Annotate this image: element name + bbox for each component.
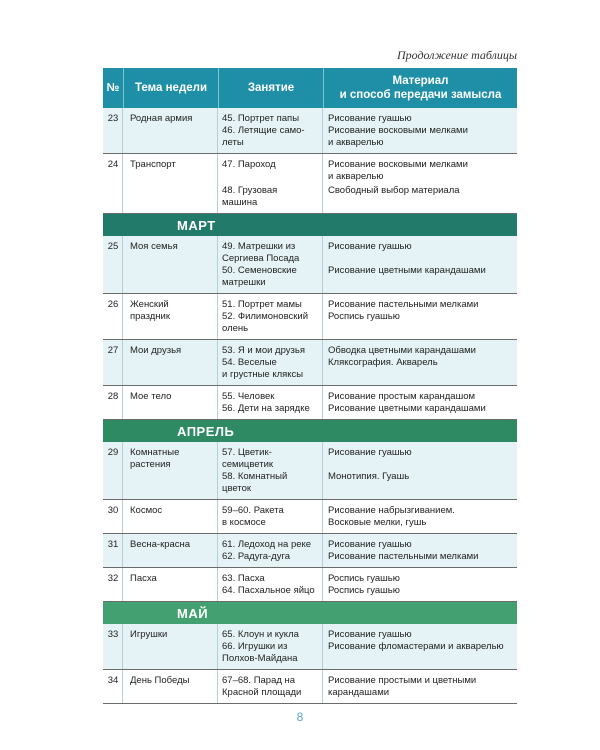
header-lesson: Занятие — [218, 68, 323, 108]
lesson-text: и грустные кляксы — [222, 369, 304, 380]
row-materials — [323, 624, 517, 669]
row-lessons — [218, 154, 323, 213]
theme-text: Комнатные — [130, 447, 180, 458]
table-row — [103, 568, 517, 602]
lesson-text: 57. Цветик- — [222, 447, 272, 458]
table-row — [103, 442, 517, 500]
material-text: Монотипия. Гуашь — [328, 471, 410, 482]
material-text: Рисование цветными карандашами — [328, 265, 486, 276]
table-row — [103, 624, 517, 670]
lesson-text: 64. Пасхальное яйцо — [222, 585, 315, 596]
lesson-text: 51. Портрет мамы — [222, 299, 302, 310]
lesson-text: 56. Дети на зарядке — [222, 403, 310, 414]
lesson-text: 67–68. Парад на — [222, 675, 296, 686]
material-text: Рисование фломастерами и акварелью — [328, 641, 504, 652]
row-theme: Транспорт — [123, 154, 218, 213]
header-num: № — [106, 81, 120, 94]
lesson-table — [103, 68, 517, 704]
row-lessons — [218, 624, 323, 669]
row-num: 30 — [103, 500, 123, 533]
table-row — [103, 670, 517, 704]
header-theme: Тема недели — [123, 68, 218, 108]
row-theme: Мое тело — [123, 386, 218, 419]
row-num: 34 — [103, 670, 123, 703]
lesson-text: 48. Грузовая — [222, 185, 278, 196]
material-text: карандашами — [328, 687, 390, 698]
header-material-line2: и способ передачи замысла — [339, 89, 502, 101]
header-material — [323, 68, 517, 108]
row-materials — [323, 294, 517, 339]
row-materials — [323, 386, 517, 419]
row-theme — [123, 294, 218, 339]
row-num: 25 — [103, 236, 123, 293]
row-lessons — [218, 670, 323, 703]
material-text: Рисование гуашью — [328, 241, 412, 252]
table-row — [103, 236, 517, 294]
material-text: Обводка цветными карандашами — [328, 345, 476, 356]
page-number: 8 — [296, 710, 304, 724]
row-lessons — [218, 568, 323, 601]
table-row — [103, 294, 517, 340]
material-text: Рисование пастельными мелками — [328, 299, 479, 310]
row-num: 29 — [103, 442, 123, 499]
material-text: Роспись гуашью — [328, 311, 400, 322]
material-text: Рисование гуашью — [328, 629, 412, 640]
table-row — [103, 154, 517, 214]
lesson-text: цветок — [222, 483, 252, 494]
material-text: Рисование цветными карандашами — [328, 403, 486, 414]
lesson-text: 50. Семеновские — [222, 265, 297, 276]
row-materials — [323, 154, 517, 213]
row-theme: Весна-красна — [123, 534, 218, 567]
row-materials — [323, 568, 517, 601]
table-row — [103, 340, 517, 386]
material-text: Роспись гуашью — [328, 585, 400, 596]
table-row — [103, 108, 517, 154]
lesson-text: Полхов-Майдана — [222, 653, 298, 664]
lesson-text: 58. Комнатный — [222, 471, 288, 482]
theme-text: Женский — [130, 299, 169, 310]
lesson-text: 45. Портрет папы — [222, 113, 300, 124]
row-materials — [323, 108, 517, 153]
month-band-may: МАЙ — [103, 602, 517, 624]
material-text: Рисование восковыми мелками — [328, 159, 468, 170]
lesson-text: 66. Игрушки из — [222, 641, 288, 652]
row-lessons — [218, 386, 323, 419]
row-lessons — [218, 236, 323, 293]
row-theme: Игрушки — [123, 624, 218, 669]
lesson-text: олень — [222, 323, 249, 334]
row-materials — [323, 534, 517, 567]
row-num: 31 — [103, 534, 123, 567]
row-num: 32 — [103, 568, 123, 601]
row-theme — [123, 442, 218, 499]
lesson-text: 55. Человек — [222, 391, 275, 402]
lesson-text: 49. Матрешки из — [222, 241, 296, 252]
material-text: Свободный выбор материала — [328, 185, 460, 196]
table-row — [103, 534, 517, 568]
table-row — [103, 386, 517, 420]
material-text: Рисование простым карандашом — [328, 391, 476, 402]
row-lessons — [218, 442, 323, 499]
material-text: Рисование гуашью — [328, 447, 412, 458]
lesson-text: семицветик — [222, 459, 274, 470]
lesson-text: Красной площади — [222, 687, 302, 698]
lesson-text: 62. Радуга-дуга — [222, 551, 290, 562]
material-text: Роспись гуашью — [328, 573, 400, 584]
table-row — [103, 500, 517, 534]
lesson-text: матрешки — [222, 277, 266, 288]
lesson-text: 65. Клоун и кукла — [222, 629, 299, 640]
theme-text: праздник — [130, 311, 171, 322]
row-num: 27 — [103, 340, 123, 385]
lesson-text: машина — [222, 197, 258, 208]
row-theme: Пасха — [123, 568, 218, 601]
material-text: Рисование набрызгиванием. — [328, 505, 455, 516]
material-text: Восковые мелки, гушь — [328, 517, 427, 528]
month-band-march: МАРТ — [103, 214, 517, 236]
row-materials — [323, 500, 517, 533]
lesson-text: 47. Пароход — [222, 159, 276, 170]
header-material-line1: Материал — [392, 74, 449, 87]
lesson-text: леты — [222, 137, 244, 148]
material-text: Рисование пастельными мелками — [328, 551, 479, 562]
lesson-text: 61. Ледоход на реке — [222, 539, 312, 550]
row-theme: Моя семья — [123, 236, 218, 293]
row-lessons — [218, 534, 323, 567]
lesson-text: 54. Веселые — [222, 357, 277, 368]
row-theme: Родная армия — [123, 108, 218, 153]
row-lessons — [218, 500, 323, 533]
row-lessons — [218, 294, 323, 339]
row-theme: Космос — [123, 500, 218, 533]
material-text: и акварелью — [328, 171, 384, 182]
row-materials — [323, 340, 517, 385]
material-text: Рисование гуашью — [328, 113, 412, 124]
row-num: 28 — [103, 386, 123, 419]
row-materials — [323, 670, 517, 703]
row-theme: День Победы — [123, 670, 218, 703]
row-num: 33 — [103, 624, 123, 669]
material-text: Кляксография. Акварель — [328, 357, 438, 368]
lesson-text: 63. Пасха — [222, 573, 265, 584]
table-caption: Продолжение таблицы — [396, 48, 517, 62]
lesson-text: в космосе — [222, 517, 266, 528]
row-num: 26 — [103, 294, 123, 339]
lesson-text: 46. Летящие само- — [222, 125, 305, 136]
row-theme: Мои друзья — [123, 340, 218, 385]
lesson-text: 52. Филимоновский — [222, 311, 309, 322]
material-text: Рисование простыми и цветными — [328, 675, 477, 686]
row-num: 24 — [103, 154, 123, 213]
row-lessons — [218, 340, 323, 385]
theme-text: растения — [130, 459, 171, 470]
lesson-text: 59–60. Ракета — [222, 505, 284, 516]
material-text: Рисование гуашью — [328, 539, 412, 550]
lesson-text: Сергиева Посада — [222, 253, 300, 264]
row-lessons — [218, 108, 323, 153]
lesson-text: 53. Я и мои друзья — [222, 345, 305, 356]
row-materials — [323, 442, 517, 499]
table-header — [103, 68, 517, 108]
row-num: 23 — [103, 108, 123, 153]
material-text: и акварелью — [328, 137, 384, 148]
material-text: Рисование восковыми мелками — [328, 125, 468, 136]
month-band-april: АПРЕЛЬ — [103, 420, 517, 442]
row-materials — [323, 236, 517, 293]
